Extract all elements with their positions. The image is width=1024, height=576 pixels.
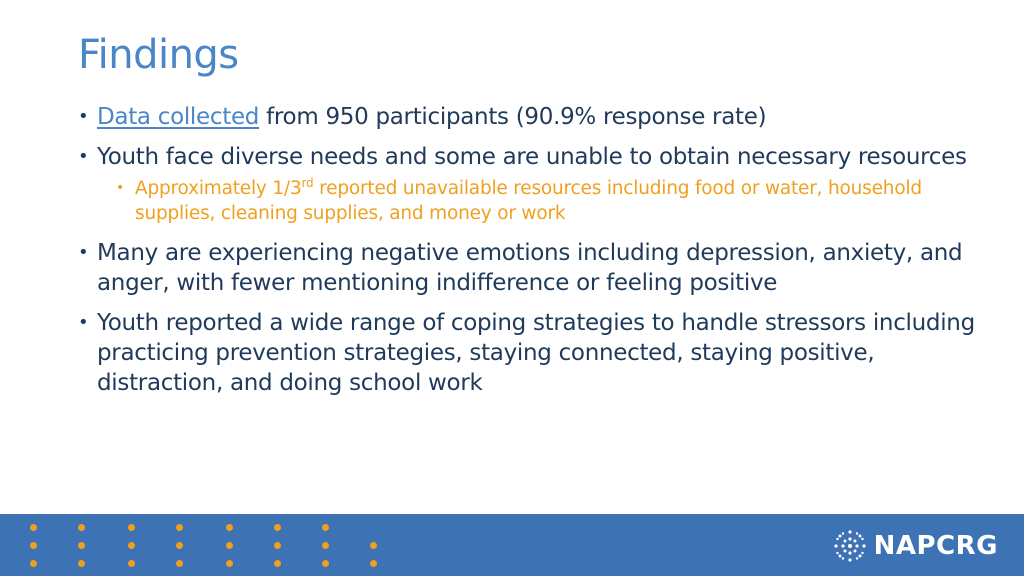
bullet-coping-strategies xyxy=(78,308,978,398)
decorative-dot-pattern xyxy=(0,514,400,576)
decorative-dot xyxy=(274,524,281,531)
napcrg-logo xyxy=(832,528,998,564)
sub-bullet-text-start: Approximately 1/3 xyxy=(135,178,302,199)
decorative-dot xyxy=(274,560,281,567)
decorative-dot xyxy=(30,542,37,549)
bullet-negative-emotions xyxy=(78,238,978,298)
sub-bullet-text-end: reported unavailable resources including food or water, household supplies, cleaning supplies, and money or work xyxy=(135,178,922,224)
bullet-list xyxy=(78,102,978,408)
decorative-dot xyxy=(322,542,329,549)
bullet-3-text: Many are experiencing negative emotions including depression, anxiety, and anger, with fewer mentioning indifference or feeling positive xyxy=(97,240,963,296)
bullet-1-text: from 950 participants (90.9% response rate) xyxy=(259,104,767,130)
decorative-dot xyxy=(78,542,85,549)
decorative-dot xyxy=(128,542,135,549)
data-collected-link[interactable]: Data collected xyxy=(97,104,260,130)
decorative-dot xyxy=(226,560,233,567)
decorative-dot xyxy=(176,524,183,531)
bullet-data-collected xyxy=(78,102,978,132)
decorative-dot xyxy=(30,524,37,531)
decorative-dot xyxy=(322,524,329,531)
decorative-dot xyxy=(128,524,135,531)
decorative-dot xyxy=(274,542,281,549)
decorative-dot xyxy=(322,560,329,567)
sub-bullet-unavailable-resources xyxy=(116,176,978,226)
decorative-dot xyxy=(78,524,85,531)
starburst-icon xyxy=(832,528,868,564)
decorative-dot xyxy=(176,542,183,549)
decorative-dot xyxy=(30,560,37,567)
decorative-dot xyxy=(128,560,135,567)
decorative-dot xyxy=(226,542,233,549)
bullet-2-text: Youth face diverse needs and some are unable to obtain necessary resources xyxy=(97,144,967,170)
decorative-dot xyxy=(176,560,183,567)
bullet-4-text: Youth reported a wide range of coping strategies to handle stressors including practicing prevention strategies, staying connected, staying positive, distraction, and doing school work xyxy=(97,310,975,396)
ordinal-superscript: rd xyxy=(301,176,314,190)
logo-text: NAPCRG xyxy=(873,531,998,561)
decorative-dot xyxy=(226,524,233,531)
decorative-dot xyxy=(370,560,377,567)
decorative-dot xyxy=(78,560,85,567)
slide-title: Findings xyxy=(78,32,239,78)
bullet-youth-needs xyxy=(78,142,978,172)
footer-bar xyxy=(0,514,1024,576)
decorative-dot xyxy=(370,542,377,549)
